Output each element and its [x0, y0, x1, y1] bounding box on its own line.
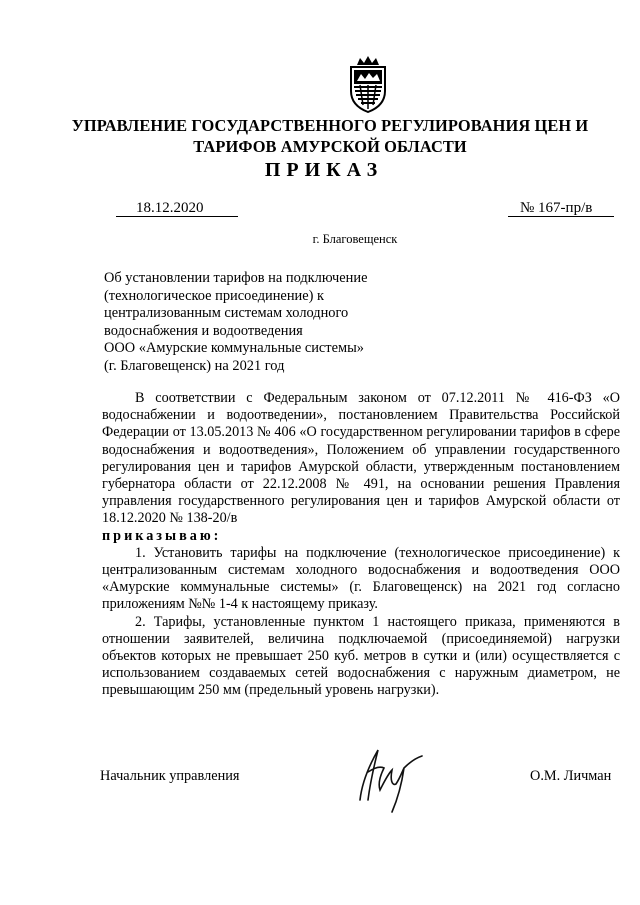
order-date: 18.12.2020: [136, 200, 204, 216]
order-subject: [104, 270, 434, 375]
subject-line: ООО «Амурские коммунальные системы»: [104, 340, 364, 356]
subject-line: централизованным системам холодного: [104, 305, 349, 321]
subject-line: Об установлении тарифов на подключение: [104, 270, 368, 286]
heading-line-2: ТАРИФОВ АМУРСКОЙ ОБЛАСТИ: [193, 137, 467, 156]
heading-line-1: УПРАВЛЕНИЕ ГОСУДАРСТВЕННОГО РЕГУЛИРОВАНИЯ ЦЕН И: [71, 116, 589, 135]
item-1-paragraph: 1. Установить тарифы на подключение (технологическое присоединение) к централизованным системам холодного водоснабжения и водоотведения ООО «Амурские коммунальные системы» (г. Благовещенск) на 2021 год согласно приложениям №№ 1-4 к настоящему приказу.: [102, 544, 620, 613]
city: г. Благовещенск: [312, 232, 398, 246]
subject-line: (г. Благовещенск) на 2021 год: [104, 357, 285, 374]
order-keyword-text: приказываю:: [102, 527, 222, 544]
signatory-name: О.М. Личман: [530, 768, 612, 784]
order-keyword: [102, 528, 620, 545]
coat-of-arms-icon: [343, 55, 393, 113]
order-number: № 167-пр/в: [520, 200, 593, 216]
handwritten-signature: [340, 742, 440, 817]
signatory-position: Начальник управления: [100, 768, 240, 784]
preamble-paragraph: В соответствии с Федеральным законом от 07.12.2011 № 416-ФЗ «О водоснабжении и водоотведении», постановлением Правительства Российской Федерации от 13.05.2013 № 406 «О государственном регулировании тарифов в сфере водоснабжения и водоотведения», Положением об управлении государственного регулирования цен и тарифов Амурской области, утвержденным постановлением губернатора области от 22.12.2008 № 491, на основании решения Правления управления государственного регулирования цен и тарифов Амурской области от 18.12.2020 № 138-20/в: [102, 390, 620, 527]
number-underline: [508, 216, 614, 217]
date-underline: [116, 216, 238, 217]
organization-heading: [60, 115, 600, 157]
document-type: ПРИКАЗ: [264, 159, 384, 181]
order-body: [102, 390, 620, 700]
item-2-paragraph: 2. Тарифы, установленные пунктом 1 настоящего приказа, применяются в отношении заявителей, величина подключаемой (присоединяемой) нагрузки объектов которых не превышает 250 куб. метров в сутки и (или) осуществляется с использованием создаваемых сетей водоснабжения с наружным диаметром, не превышающим 250 мм (предельный уровень нагрузки).: [102, 613, 620, 699]
subject-line: водоснабжения и водоотведения: [104, 322, 303, 339]
subject-line: (технологическое присоединение) к: [104, 287, 324, 304]
